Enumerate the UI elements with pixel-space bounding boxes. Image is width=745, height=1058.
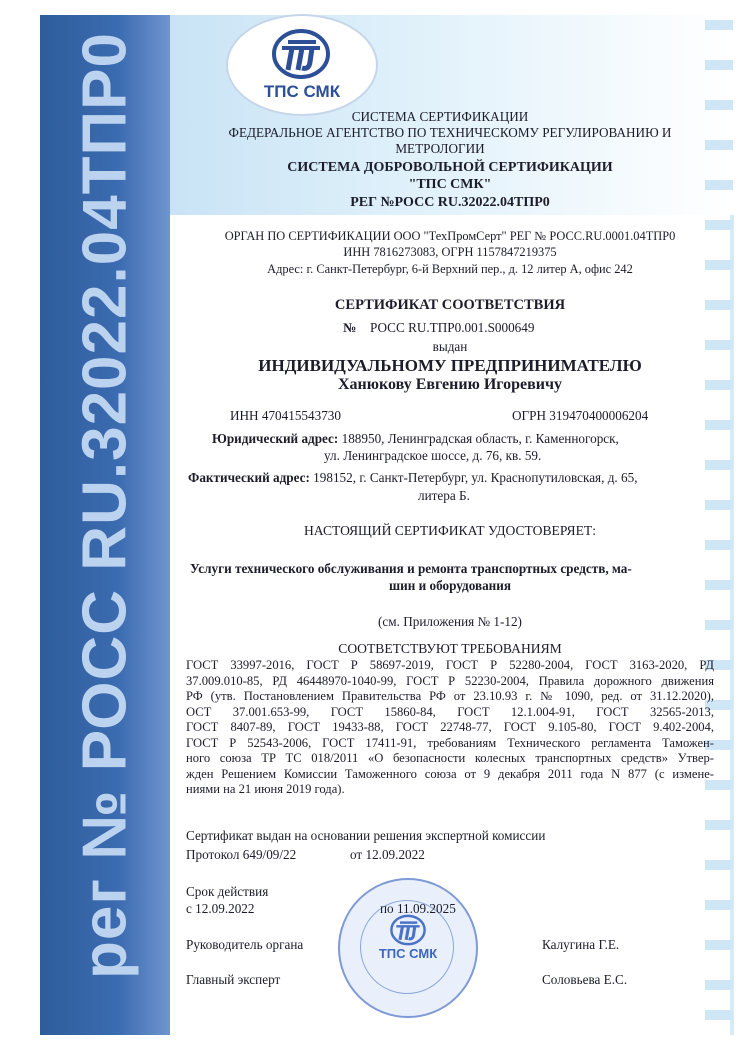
holder-inn: ИНН 470415543730 [230, 408, 341, 423]
actual-address-line-1: 198152, г. Санкт-Петербург, ул. Краснопутиловская, д. 65, [313, 470, 638, 485]
certificate-number-sign: № [343, 320, 357, 335]
services-line-2: шин и оборудования [388, 578, 512, 593]
requirements-line: РФ (утв. Постановлением Правительства РФ от 23.10.93 г. № 1090, ред. от 31.12.2020), [186, 689, 714, 703]
head-label: Руководитель органа [186, 937, 304, 952]
requirements-list [186, 658, 714, 798]
basis-line: Сертификат выдан на основании решения экспертной комиссии [186, 828, 546, 843]
certifies-heading: НАСТОЯЩИЙ СЕРТИФИКАТ УДОСТОВЕРЯЕТ: [303, 523, 596, 538]
validity-to: по 11.09.2025 [380, 901, 456, 916]
requirements-heading: СООТВЕТСТВУЮТ ТРЕБОВАНИЯМ [338, 641, 562, 656]
holder-ogrn: ОГРН 319470400006204 [512, 408, 649, 423]
legal-address-line-1: 188950, Ленинградская область, г. Каменногорск, [341, 431, 619, 446]
system-reg: РЕГ №РОСС RU.32022.04ТПР0 [350, 195, 550, 210]
organ-line-3: Адрес: г. Санкт-Петербург, 6-й Верхний пер., д. 12 литер А, офис 242 [267, 262, 633, 276]
validity-label: Срок действия [186, 884, 269, 899]
header-line-1: СИСТЕМА СЕРТИФИКАЦИИ [351, 109, 529, 124]
requirements-line: ОСТ 37.001.653-99, ГОСТ 15860-84, ГОСТ 12.1.004-91, ГОСТ 32565-2013, [186, 704, 714, 719]
services-line-1: Услуги технического обслуживания и ремонта транспортных средств, ма- [190, 561, 632, 576]
requirements-line: ного союза ТР ТС 018/2011 «О безопасности колесных транспортных средств» Утвер- [186, 751, 714, 765]
protocol-date: от 12.09.2022 [350, 847, 425, 862]
legal-address-line-2: ул. Ленинградское шоссе, д. 76, кв. 59. [324, 448, 542, 463]
head-name: Калугина Г.Е. [542, 937, 620, 952]
requirements-line: ниями на 21 июня 2019 года). [186, 782, 345, 796]
actual-address-label: Фактический адрес: [188, 470, 310, 485]
protocol-number: Протокол 649/09/22 [186, 847, 297, 862]
actual-address [188, 470, 638, 485]
sidebar-band [40, 15, 170, 1035]
system-title: СИСТЕМА ДОБРОВОЛЬНОЙ СЕРТИФИКАЦИИ [287, 160, 613, 175]
holder-type: ИНДИВИДУАЛЬНОМУ ПРЕДПРИНИМАТЕЛЮ [258, 356, 642, 375]
requirements-line: жден Решением Комиссии Таможенного союза от 9 декабря 2011 года N 877 (с измене- [186, 766, 714, 781]
system-name: "ТПС СМК" [408, 177, 492, 192]
tps-smk-logo [226, 14, 378, 116]
actual-address-line-2: литера Б. [418, 488, 470, 503]
validity-from: с 12.09.2022 [186, 901, 255, 916]
tps-logo-icon [272, 28, 330, 80]
header-line-3: МЕТРОЛОГИИ [395, 141, 485, 156]
certificate-number: РОСС RU.ТПР0.001.S000649 [370, 320, 535, 335]
logo-text: ТПС СМК [263, 82, 341, 101]
requirements-line: ГОСТ Р 52543-2006, ГОСТ 17411-91, требованиям Технического регламента Таможен- [186, 735, 714, 750]
organ-line-1: ОРГАН ПО СЕРТИФИКАЦИИ ООО "ТехПромСерт" РЕГ № РОСС.RU.0001.04ТПР0 [224, 229, 676, 243]
annex-reference: (см. Приложения № 1-12) [378, 614, 522, 629]
seal-stamp [338, 878, 478, 1018]
legal-address [212, 431, 619, 446]
requirements-line: ГОСТ 8407-89, ГОСТ 19433-88, ГОСТ 22748-77, ГОСТ 9.105-80, ГОСТ 9.402-2004, [186, 720, 714, 734]
organ-line-2: ИНН 7816273083, ОГРН 1157847219375 [343, 245, 557, 259]
expert-label: Главный эксперт [186, 972, 281, 987]
legal-address-label: Юридический адрес: [212, 431, 339, 446]
seal-text: ТПС СМК [378, 946, 438, 961]
requirements-line: 37.009.010-85, РД 46448970-1040-99, ГОСТ Р 52230-2004, Правила дорожного движения [186, 673, 714, 688]
seal-logo-icon [386, 914, 430, 946]
header-line-2: ФЕДЕРАЛЬНОЕ АГЕНТСТВО ПО ТЕХНИЧЕСКОМУ РЕГУЛИРОВАНИЮ И [228, 125, 672, 140]
requirements-line: ГОСТ 33997-2016, ГОСТ Р 58697-2019, ГОСТ Р 52280-2004, ГОСТ 3163-2020, РД [186, 658, 714, 672]
expert-name: Соловьева Е.С. [542, 972, 628, 987]
issued-label: выдан [432, 339, 468, 354]
sidebar-registration-text: рег № РОСС RU.32022.04ТПР0 [70, 32, 140, 979]
certificate-title: СЕРТИФИКАТ СООТВЕТСТВИЯ [334, 297, 566, 313]
holder-name: Ханюкову Евгению Игоревичу [337, 376, 563, 393]
